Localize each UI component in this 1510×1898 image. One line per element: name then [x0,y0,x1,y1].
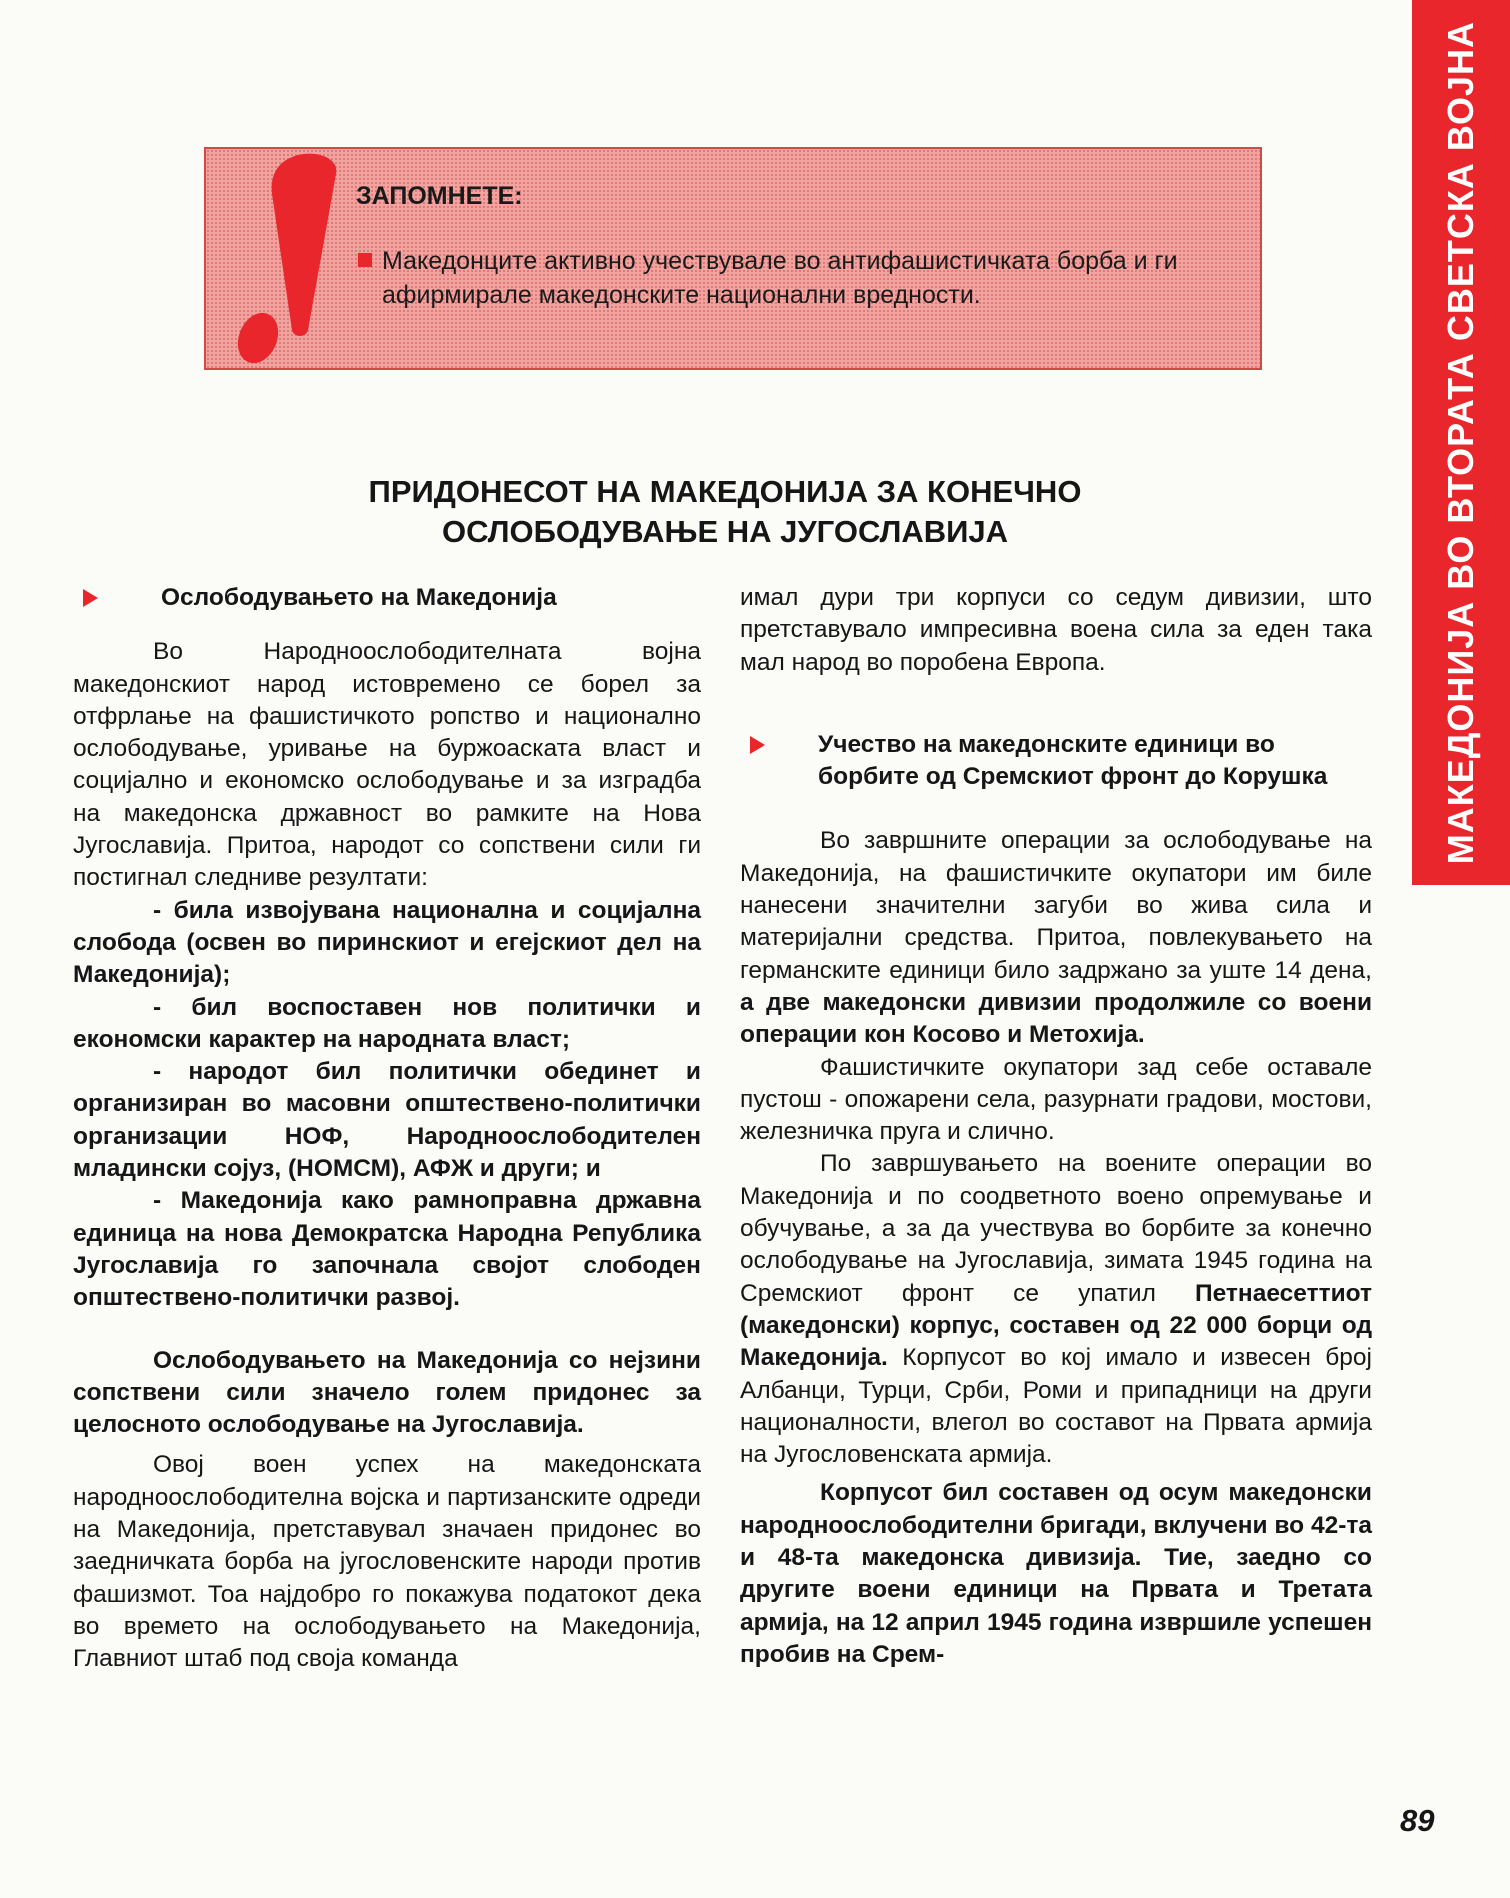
left-column [73,582,701,1676]
right-subheading [740,729,1372,794]
left-subheading-text: Ослободувањето на Македонија [161,584,557,611]
right-column [740,582,1372,1671]
section-title-line-1: ПРИДОНЕСОТ НА МАКЕДОНИЈА ЗА КОНЕЧНО [368,474,1082,509]
right-paragraph-3-text: По завршувањето на воените операции во Македонија и по соодветното воено опремување и обучување, а за да учествува во борбите за конечно ослободување на Југославија, зимата 1945 година на Сремскиот фронт се упатил [740,1150,1372,1307]
right-paragraph-4: Корпусот бил составен од осум македонски народноослободителни бригади, вклучени во 42-та и 48-та македонска дивизија. Тие, заедно со другите воени единици на Првата и Третата армија, на 12 април 1945 година извршиле успешен пробив на Срем- [740,1479,1372,1668]
subheading-arrow-icon [750,736,765,754]
remember-text: Македонците активно учествувале во антифашистичката борба и ги афирмирале македонските национални вредности. [382,247,1178,309]
right-paragraph-1 [740,825,1372,1051]
right-paragraph-1-bold: а две македонски дивизии продолжиле со воени операции кон Косово и Метохија. [740,988,1372,1049]
chapter-side-tab-label-wrap [1412,0,1510,885]
page-number: 89 [1400,1803,1435,1838]
section-title [290,472,1160,552]
right-paragraph-3-end: Корпусот во кој имало и извесен број Албанци, Турци, Срби, Роми и припадници на други националности, влегол во составот на Првата армија на Југословенската армија. [740,1344,1372,1469]
remember-title: ЗАПОМНЕТЕ: [356,182,523,210]
right-paragraph-2: Фашистичките окупатори зад себе оставале пустош - опожарени села, разурнати градови, мостови, железничка пруга и слично. [740,1053,1372,1146]
right-paragraph-3 [740,1148,1372,1471]
left-list-item-3: - народот бил политички обединет и организиран во масовни општествено-политички организации НОФ, Народноослободителен младински сојуз, (НОМСМ), АФЖ и други; и [73,1058,701,1183]
right-paragraph-1-text: Во завршните операции за ослободување на Македонија, на фашистичките окупатори им биле нанесени значителни загуби во жива сила и материјални средства. Притоа, повлекувањето на германските единици било задржано за уште 14 дена, [740,827,1372,984]
left-paragraph-1: Во Народноослободителната војна македонскиот народ истовремено се борел за отфрлање на фашистичкото ропство и национално ослободување, уривање на буржоаската власт и социјално и економско ослободување и за изградба на македонска државност во рамките на Нова Југославија. Притоа, народот со сопствени сили ги постигнал следниве резултати: [73,638,701,892]
remember-bullet-marker [358,253,372,267]
right-subheading-text: Учество на македонските единици во борбите од Сремскиот фронт до Корушка [818,730,1328,791]
chapter-side-tab-label: МАКЕДОНИЈА ВО ВТОРАТА СВЕТСКА ВОЈНА [1440,20,1481,865]
left-list-item-1: - била извојувана национална и социјална слобода (освен во пиринскиот и егејскиот дел на Македонија); [73,896,701,989]
exclamation-icon [228,150,348,370]
left-subheading [73,582,701,614]
left-list-item-4: - Македонија како рамноправна државна единица на нова Демократска Народна Република Југославија го започнала својот слободен општествено-политички развој. [73,1187,701,1312]
left-paragraph-3: Овој воен успех на македонската народноослободителна војска и партизанските одреди на Македонија, претставувал значаен придонес во заедничката борба на југословенските народи против фашизмот. Тоа најдобро го покажува податокот дека во времето на ослободувањето на Македонија, Главниот штаб под своја команда [73,1451,701,1673]
left-list-item-2: - бил воспоставен нов политички и економски карактер на народната власт; [73,993,701,1053]
left-paragraph-2: Ослободувањето на Македонија со нејзини сопствени сили значело голем придонес за целосното ослободување на Југославија. [73,1346,701,1439]
section-title-line-2: ОСЛОБОДУВАЊЕ НА ЈУГОСЛАВИЈА [441,514,1009,549]
subheading-arrow-icon [83,589,98,607]
right-paragraph-3-bold: Петнаесеттиот (македонски) корпус, составен од 22 000 борци од Македонија. [740,1279,1372,1372]
right-paragraph-0: имал дури три корпуси со седум дивизии, што претставувало импресивна воена сила за еден така мал народ во поробена Европа. [740,584,1372,676]
